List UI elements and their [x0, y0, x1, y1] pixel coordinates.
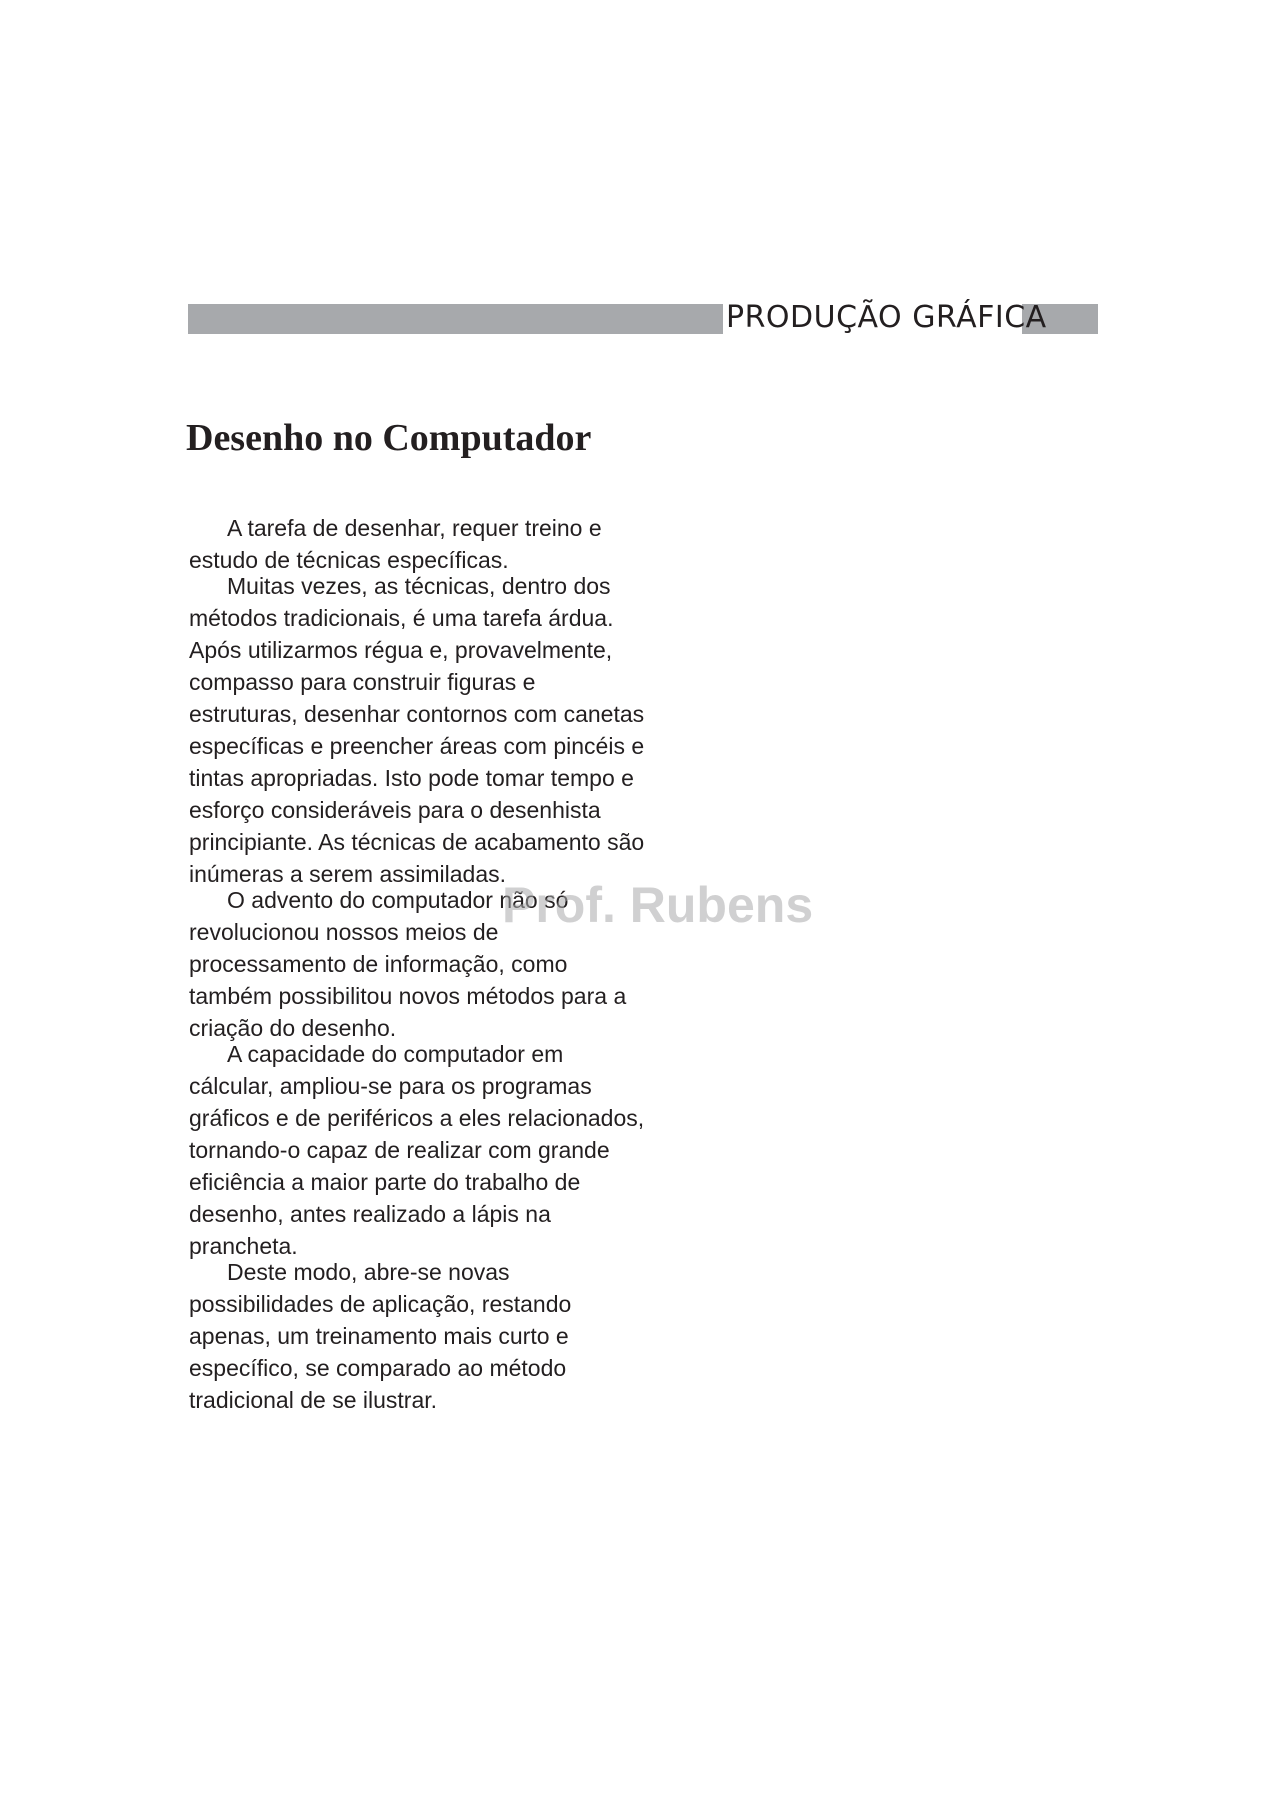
paragraph: Muitas vezes, as técnicas, dentro dos métodos tradicionais, é uma tarefa árdua. Após utilizarmos régua e, provavelmente, compasso para construir figuras e estruturas, desenhar contornos com canetas específicas e preencher áreas com pincéis e tintas apropriadas. Isto pode tomar tempo e esforço consideráveis para o desenhista principiante. As técnicas de acabamento são inúmeras a serem assimiladas. [189, 573, 645, 887]
paragraph: A capacidade do computador em cálcular, ampliou-se para os programas gráficos e de periféricos a eles relacionados, tornando-o capaz de realizar com grande eficiência a maior parte do trabalho de desenho, antes realizado a lápis na prancheta. [189, 1041, 645, 1259]
paragraph: A tarefa de desenhar, requer treino e estudo de técnicas específicas. [189, 515, 602, 573]
section-header-title: PRODUÇÃO GRÁFICA [726, 300, 1047, 335]
paragraph: Deste modo, abre-se novas possibilidades de aplicação, restando apenas, um treinamento mais curto e específico, se comparado ao método tradicional de se ilustrar. [189, 1259, 572, 1413]
watermark: Prof. Rubens [502, 877, 814, 933]
header-bar-left [188, 304, 723, 334]
page-title: Desenho no Computador [186, 417, 592, 459]
paragraph: O advento do computador não só revolucionou nossos meios de processamento de informação, como também possibilitou novos métodos para a criação do desenho. [189, 887, 627, 1041]
body-text [189, 512, 649, 1416]
